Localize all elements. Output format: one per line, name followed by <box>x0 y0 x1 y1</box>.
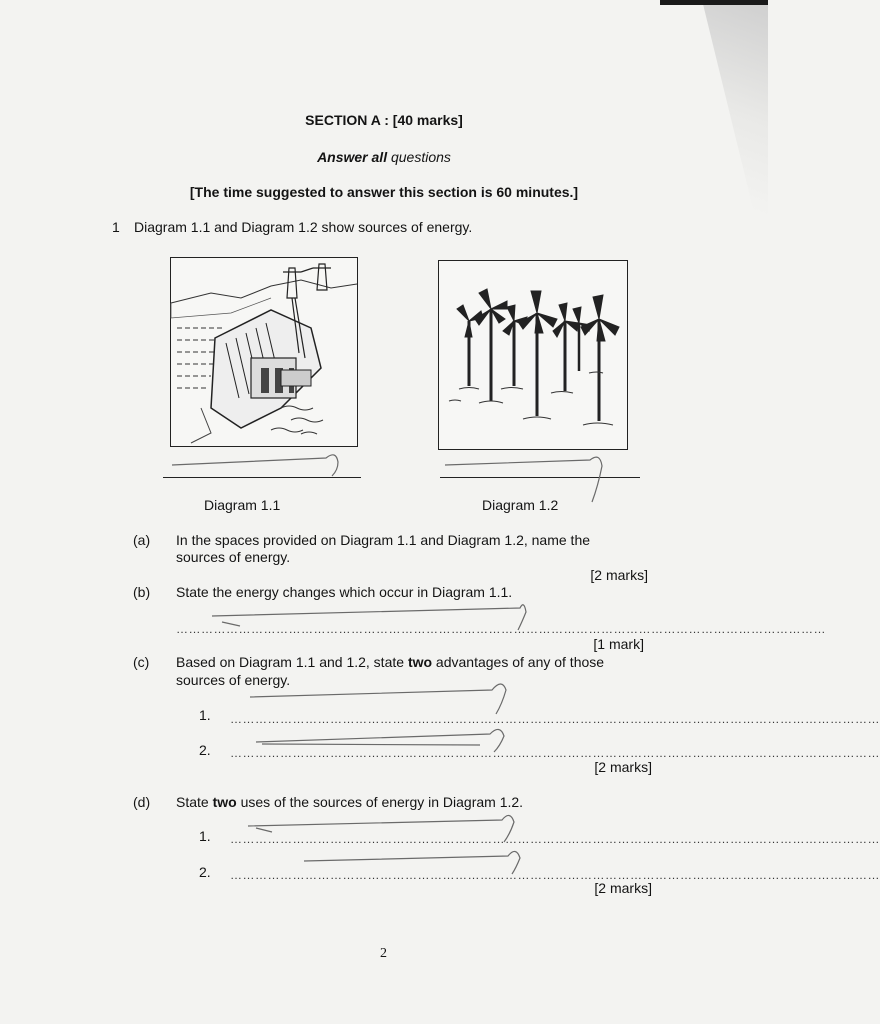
part-b-marks: [1 mark] <box>593 636 644 652</box>
answer-instruction-bold: Answer all <box>317 149 388 165</box>
part-a-marks: [2 marks] <box>590 567 648 583</box>
part-d-item-1-label: 1. <box>199 828 211 844</box>
part-c-text-line1 <box>176 654 604 670</box>
answer-instruction <box>0 149 768 165</box>
part-d-label: (d) <box>133 794 151 810</box>
part-a-label: (a) <box>133 532 151 548</box>
part-d-text-post: uses of the sources of energy in Diagram 1.2. <box>236 794 524 810</box>
page-corner-shadow <box>658 0 768 270</box>
part-b-text: State the energy changes which occur in Diagram 1.1. <box>176 584 513 600</box>
question-number: 1 <box>112 219 120 235</box>
diagram-1-1-caption: Diagram 1.1 <box>204 497 281 513</box>
diagram-1-1-answer-line[interactable] <box>163 477 361 478</box>
part-c-text-line2: sources of energy. <box>176 672 291 688</box>
part-d-item-2-label: 2. <box>199 864 211 880</box>
diagram-1-1-hydro-dam <box>170 257 358 447</box>
section-title: SECTION A : [40 marks] <box>305 112 463 128</box>
time-note: [The time suggested to answer this section is 60 minutes.] <box>189 184 579 200</box>
part-c-item-1-label: 1. <box>199 707 211 723</box>
diagram-1-2-answer-line[interactable] <box>440 477 640 478</box>
part-c-text-bold: two <box>407 654 433 670</box>
part-d-marks: [2 marks] <box>594 880 652 896</box>
part-a-text-line1: In the spaces provided on Diagram 1.1 and Diagram 1.2, name the <box>176 532 591 548</box>
part-c-text-pre: Based on Diagram 1.1 and 1.2, state <box>176 654 408 670</box>
part-c-text-post: advantages of any of those <box>432 654 605 670</box>
part-b-label: (b) <box>133 584 151 600</box>
part-d-item-1-answer-line[interactable]: ………………………………………………………………………………………………………………………………………… <box>230 832 880 846</box>
question-text: Diagram 1.1 and Diagram 1.2 show sources of energy. <box>134 219 473 235</box>
part-c-label: (c) <box>133 654 150 670</box>
part-d-item-2-answer-line[interactable]: ………………………………………………………………………………………………………………………………………… <box>230 868 880 882</box>
part-c-item-2-label: 2. <box>199 742 211 758</box>
page-number: 2 <box>380 946 387 961</box>
part-d-text-bold: two <box>212 794 237 810</box>
part-b-answer-line[interactable]: ………………………………………………………………………………………………………………………………………… <box>176 622 826 636</box>
wind-turbines-illustration <box>439 261 627 449</box>
part-c-marks: [2 marks] <box>594 759 652 775</box>
part-c-item-1-answer-line[interactable]: ………………………………………………………………………………………………………………………………………… <box>230 712 880 726</box>
part-d-text <box>176 794 523 810</box>
part-c-item-2-answer-line[interactable]: ………………………………………………………………………………………………………………………………………… <box>230 746 880 760</box>
hydro-dam-illustration <box>171 258 357 446</box>
diagram-1-2-caption: Diagram 1.2 <box>482 497 559 513</box>
part-a-text-line2: sources of energy. <box>176 549 291 565</box>
diagram-1-2-wind-turbines <box>438 260 628 450</box>
answer-instruction-rest: questions <box>387 149 451 165</box>
page-edge-line <box>660 0 768 5</box>
part-d-text-pre: State <box>176 794 213 810</box>
